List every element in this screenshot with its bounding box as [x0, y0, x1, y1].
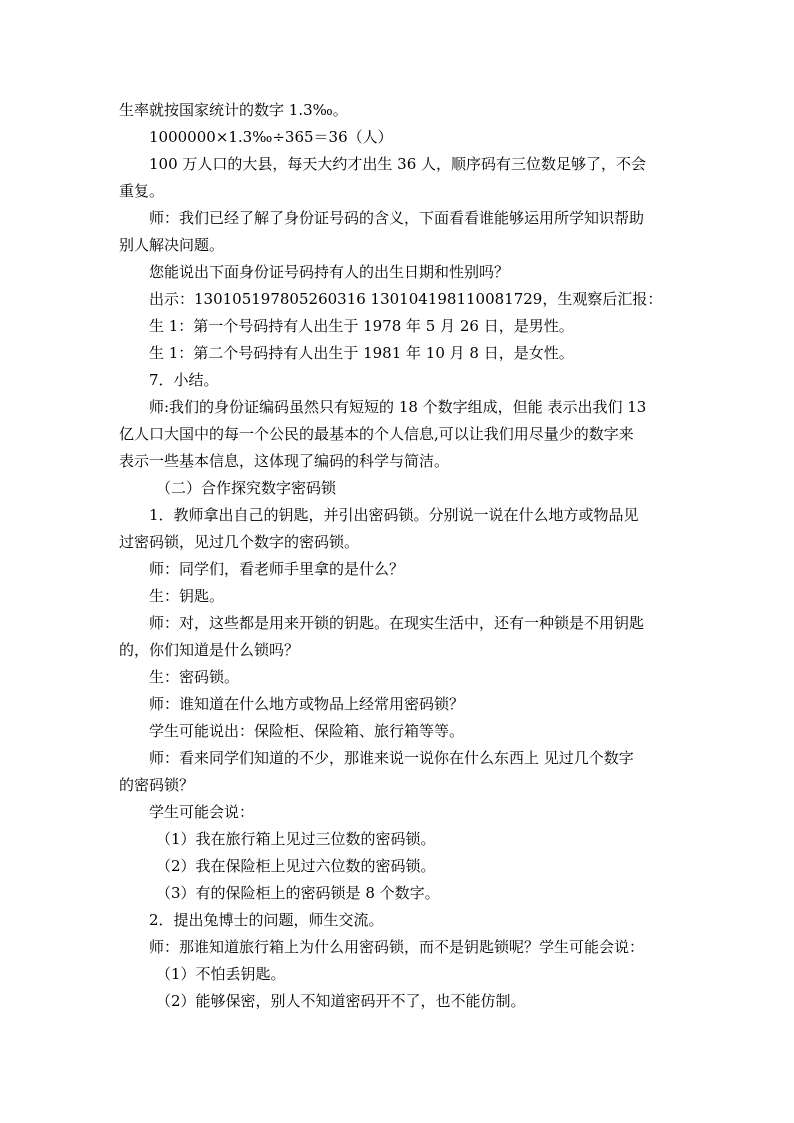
text-line: 7．小结。	[149, 371, 219, 389]
text-line: 师：看来同学们知道的不少，那谁来说一说你在什么东西上 见过几个数字	[149, 749, 634, 767]
text-line: 2．提出兔博士的问题，师生交流。	[149, 911, 384, 929]
text-line: 的，你们知道是什么锁吗？	[119, 641, 300, 659]
text-line: 1000000×1.3‰÷365＝36（人）	[149, 128, 393, 146]
text-line: 学生可能说出：保险柜、保险箱、旅行箱等等。	[149, 722, 465, 740]
text-line: （1）我在旅行箱上见过三位数的密码锁。	[156, 830, 436, 848]
text-line: 重复。	[119, 182, 165, 200]
text-line: 生：密码锁。	[149, 668, 240, 686]
text-line: 学生可能会说：	[149, 803, 255, 821]
text-line: （二）合作探究数字密码锁	[156, 479, 337, 497]
text-line: （2）能够保密，别人不知道密码开不了，也不能仿制。	[156, 992, 526, 1010]
text-line: 别人解决问题。	[119, 236, 225, 254]
text-line: 表示一些基本信息，这体现了编码的科学与简洁。	[119, 452, 450, 470]
text-line: 生 1：第二个号码持有人出生于 1981 年 10 月 8 日，是女性。	[149, 344, 574, 362]
text-line: 师:我们的身份证编码虽然只有短短的 18 个数字组成，但能 表示出我们 13	[149, 398, 647, 416]
text-line: 生率就按国家统计的数字 1.3‰。	[119, 101, 348, 119]
text-line: 亿人口大国中的每一个公民的最基本的个人信息,可以让我们用尽量少的数字来	[119, 425, 634, 443]
text-line: 师：对，这些都是用来开锁的钥匙。在现实生活中，还有一种锁是不用钥匙	[149, 614, 645, 632]
text-line: 您能说出下面身份证号码持有人的出生日期和性别吗？	[149, 263, 510, 281]
document-body	[119, 97, 679, 1015]
text-line: 过密码锁，见过几个数字的密码锁。	[119, 533, 360, 551]
text-line: 生：钥匙。	[149, 587, 225, 605]
text-line: 的密码锁？	[119, 776, 195, 794]
text-line: （1）不怕丢钥匙。	[156, 965, 286, 983]
text-line: 师：谁知道在什么地方或物品上经常用密码锁？	[149, 695, 465, 713]
text-line: （2）我在保险柜上见过六位数的密码锁。	[156, 857, 436, 875]
text-line: （3）有的保险柜上的密码锁是 8 个数字。	[156, 884, 440, 902]
text-line: 师：那谁知道旅行箱上为什么用密码锁，而不是钥匙锁呢？学生可能会说：	[149, 938, 645, 956]
text-line: 1．教师拿出自己的钥匙，并引出密码锁。分别说一说在什么地方或物品见	[149, 506, 639, 524]
text-line: 师：同学们，看老师手里拿的是什么？	[149, 560, 405, 578]
text-line: 出示：130105197805260316 130104198110081729，生观察后汇报：	[149, 290, 663, 308]
text-line: 生 1：第一个号码持有人出生于 1978 年 5 月 26 日，是男性。	[149, 317, 574, 335]
text-line: 100 万人口的大县，每天大约才出生 36 人，顺序码有三位数足够了，不会	[149, 155, 647, 173]
text-line: 师：我们已经了解了身份证号码的含义，下面看看谁能够运用所学知识帮助	[149, 209, 645, 227]
